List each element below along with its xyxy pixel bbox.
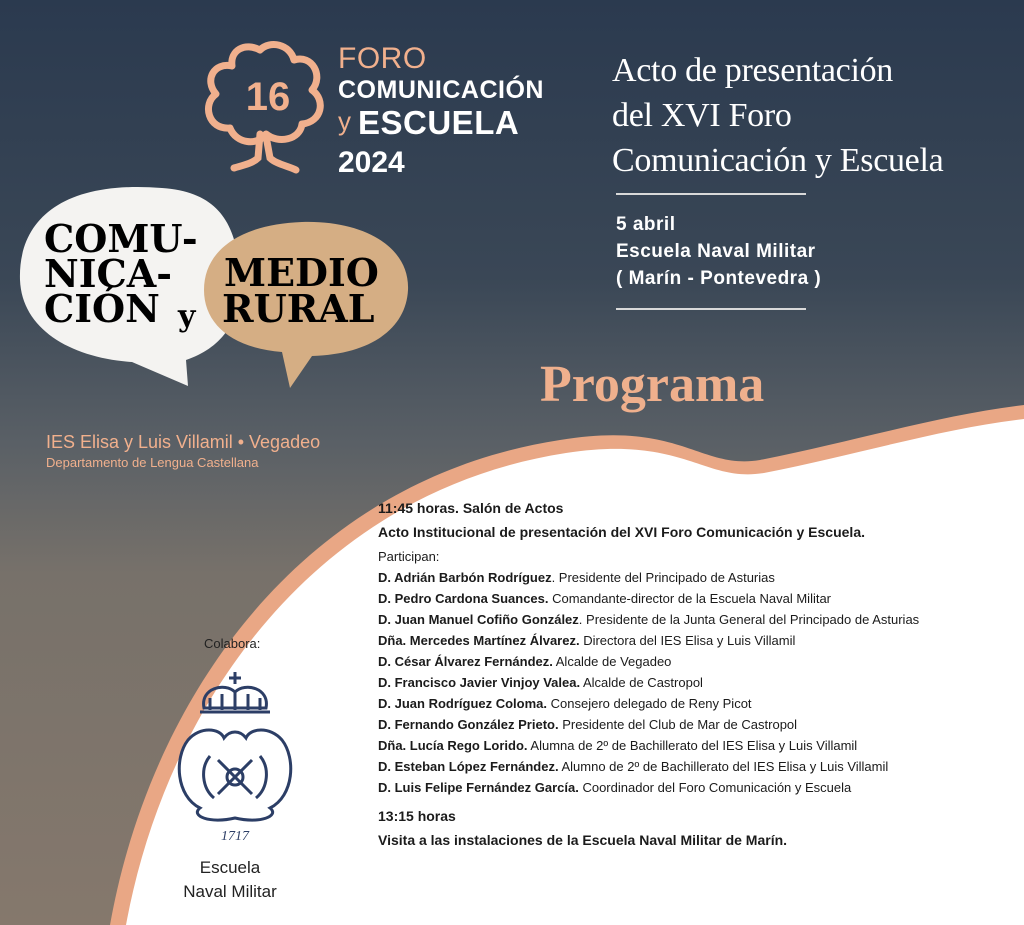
participant-name: D. Fernando González Prieto.: [378, 717, 559, 732]
participant-role: Alcalde de Vegadeo: [552, 654, 672, 669]
escuela-naval-line2: Naval Militar: [183, 882, 277, 901]
school-name: IES Elisa y Luis Villamil • Vegadeo: [46, 432, 321, 452]
participant-role: Alumno de 2º de Bachillerato del IES Elisa y Luis Villamil: [558, 759, 889, 774]
participant-row: [378, 693, 1018, 714]
participant-row: [378, 588, 1018, 609]
bubble-word-1: COMU-: [44, 216, 198, 261]
divider-bottom: [616, 308, 806, 310]
participant-row: [378, 567, 1018, 588]
bubble-word-4: MEDIO: [224, 250, 379, 295]
program-content: [378, 496, 1018, 852]
participant-name: Dña. Lucía Rego Lorido.: [378, 738, 528, 753]
emblem-year: 1717: [221, 829, 249, 844]
school-department: Departamento de Lengua Castellana: [46, 455, 259, 470]
participant-role: Presidente del Club de Mar de Castropol: [558, 717, 798, 732]
participant-name: D. Pedro Cardona Suances.: [378, 591, 549, 606]
escuela-naval-name: [160, 856, 300, 904]
participant-role: Alcalde de Castropol: [580, 675, 703, 690]
participant-row: [378, 630, 1018, 651]
logo-y: y: [338, 106, 351, 136]
session-1-time: 11:45 horas. Salón de Actos: [378, 500, 564, 516]
participant-role: Coordinador del Foro Comunicación y Escuela: [578, 780, 852, 795]
participant-role: . Presidente del Principado de Asturias: [551, 570, 775, 585]
logo-year: 2024: [338, 146, 405, 179]
participant-row: [378, 756, 1018, 777]
participant-name: D. Esteban López Fernández.: [378, 759, 559, 774]
participant-row: [378, 777, 1018, 798]
participant-name: D. César Álvarez Fernández.: [378, 654, 553, 669]
logo-foro: FORO: [338, 42, 427, 75]
bubble-y: y: [178, 299, 196, 334]
participant-row: [378, 735, 1018, 756]
event-title: [612, 48, 1012, 183]
event-city: ( Marín - Pontevedra ): [616, 268, 822, 289]
session-2-title: Visita a las instalaciones de la Escuela Naval Militar de Marín.: [378, 832, 788, 848]
participant-role: Comandante-director de la Escuela Naval Militar: [548, 591, 832, 606]
logo-number: 16: [245, 75, 291, 119]
session-1-title: Acto Institucional de presentación del XVI Foro Comunicación y Escuela.: [378, 524, 865, 540]
participant-row: [378, 714, 1018, 735]
participant-name: D. Juan Manuel Cofiño González: [378, 612, 579, 627]
participant-row: [378, 651, 1018, 672]
bubble-word-2: NICA-: [44, 251, 173, 296]
participant-role: Directora del IES Elisa y Luis Villamil: [579, 633, 796, 648]
participant-name: D. Francisco Javier Vinjoy Valea.: [378, 675, 581, 690]
event-place: Escuela Naval Militar: [616, 241, 816, 262]
speech-bubbles: [12, 180, 412, 395]
participant-row: [378, 609, 1018, 630]
bubble-word-5: RURAL: [222, 286, 375, 331]
participant-role: Consejero delegado de Reny Picot: [547, 696, 752, 711]
participants-label: Participan:: [378, 549, 440, 564]
participant-name: Dña. Mercedes Martínez Álvarez.: [378, 633, 580, 648]
participant-role: Alumna de 2º de Bachillerato del IES Elisa y Luis Villamil: [527, 738, 858, 753]
naval-emblem-icon: [170, 668, 300, 848]
programa-heading: Programa: [540, 356, 765, 413]
participant-role: . Presidente de la Junta General del Principado de Asturias: [578, 612, 920, 627]
participants-list: [378, 567, 1018, 798]
event-info: [616, 211, 821, 292]
colabora-label: Colabora:: [204, 636, 261, 651]
event-title-line1: Acto de presentación: [612, 52, 893, 89]
event-date: 5 abril: [616, 214, 676, 235]
participant-row: [378, 672, 1018, 693]
escuela-naval-line1: Escuela: [199, 858, 261, 877]
bubble-word-3: CIÓN: [44, 286, 160, 331]
logo-escuela: ESCUELA: [358, 104, 520, 141]
event-title-line2: del XVI Foro: [612, 97, 792, 134]
tree-logo-icon: [200, 38, 330, 178]
divider-top: [616, 193, 806, 195]
participant-name: D. Juan Rodríguez Coloma.: [378, 696, 548, 711]
event-title-line3: Comunicación y Escuela: [612, 142, 944, 179]
session-2-time: 13:15 horas: [378, 808, 456, 824]
participant-name: D. Luis Felipe Fernández García.: [378, 780, 579, 795]
participant-name: D. Adrián Barbón Rodríguez: [378, 570, 552, 585]
logo-comunicacion: COMUNICACIÓN: [338, 76, 544, 104]
